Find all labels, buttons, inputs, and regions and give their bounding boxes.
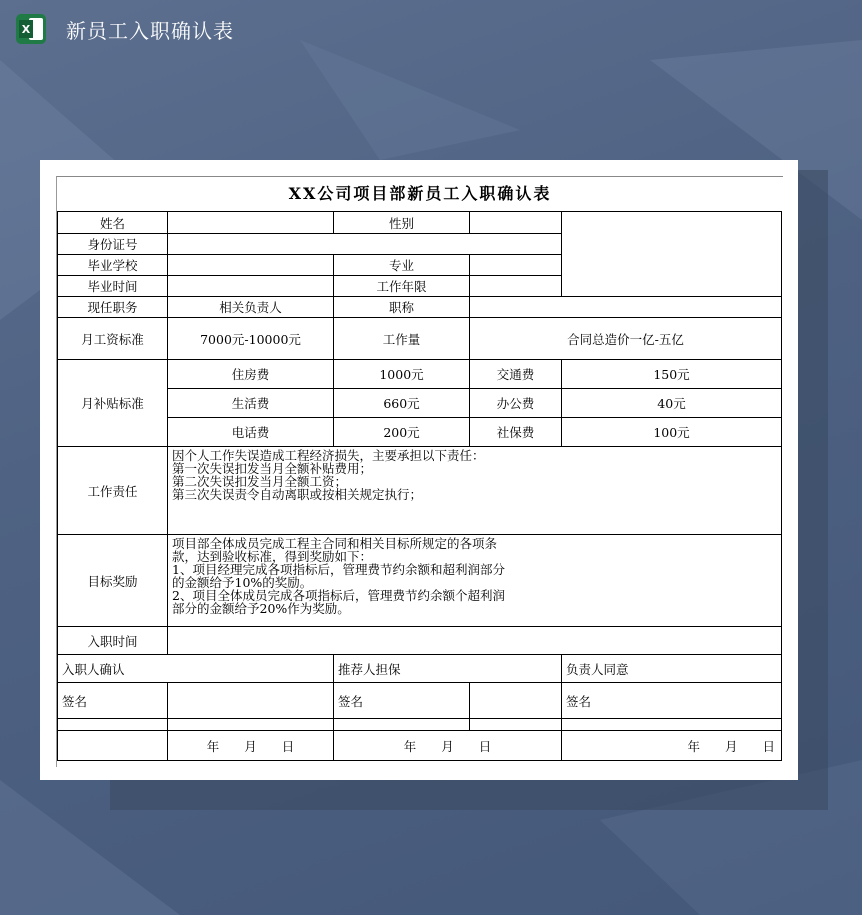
sign-value [470, 683, 562, 719]
entry-time-value [168, 627, 782, 655]
title-label: 职称 [334, 297, 470, 318]
spacer-cell [58, 719, 168, 731]
name-label: 姓名 [58, 212, 168, 234]
allowance-value-2: 40元 [562, 389, 782, 418]
gender-label: 性别 [334, 212, 470, 234]
id-label: 身份证号 [58, 234, 168, 255]
reward-text [168, 535, 782, 627]
date-spacer [58, 731, 168, 761]
spreadsheet-preview [40, 160, 798, 780]
sign-value [168, 683, 334, 719]
duty-label: 工作责任 [58, 447, 168, 535]
allowance-name: 电话费 [168, 418, 334, 447]
form-title: XX公司项目部新员工入职确认表 [288, 184, 552, 203]
date-text: 年 月 日 [168, 731, 334, 761]
duty-line: 第一次失误扣发当月全额补贴费用； [172, 461, 373, 476]
reward-line: 项目部全体成员完成工程主合同和相关目标所规定的各项条 [172, 536, 498, 551]
allowance-label: 月补贴标准 [58, 360, 168, 447]
title-value [470, 297, 782, 318]
onboarding-form-table [57, 211, 782, 761]
sign-label: 签名 [58, 683, 168, 719]
spacer-cell [334, 719, 470, 731]
workload-value: 合同总造价一亿-五亿 [470, 318, 782, 360]
reward-line: 1、项目经理完成各项指标后，管理费节约余额和超利润部分 [172, 562, 505, 577]
allowance-name-2: 社保费 [470, 418, 562, 447]
allowance-name: 生活费 [168, 389, 334, 418]
allowance-value: 1000元 [334, 360, 470, 389]
workload-label: 工作量 [334, 318, 470, 360]
guarantor-label: 推荐人担保 [334, 655, 562, 683]
sign-label: 签名 [334, 683, 470, 719]
reward-line: 的金额给予10%的奖励。 [172, 575, 313, 590]
photo-cell [562, 212, 782, 297]
allowance-name-2: 交通费 [470, 360, 562, 389]
sign-label: 签名 [562, 683, 782, 719]
duty-line: 第三次失误责令自动离职或按相关规定执行； [172, 487, 423, 502]
grad-time-value [168, 276, 334, 297]
reward-line: 款，达到验收标准，得到奖励如下： [172, 549, 373, 564]
allowance-value: 200元 [334, 418, 470, 447]
allowance-value: 660元 [334, 389, 470, 418]
school-label: 毕业学校 [58, 255, 168, 276]
position-value: 相关负责人 [168, 297, 334, 318]
work-years-value [470, 276, 562, 297]
school-value [168, 255, 334, 276]
duty-line: 因个人工作失误造成工程经济损失，主要承担以下责任： [172, 448, 485, 463]
spacer-cell [562, 719, 782, 731]
excel-icon: X [16, 14, 46, 44]
position-label: 现任职务 [58, 297, 168, 318]
salary-value: 7000元-10000元 [168, 318, 334, 360]
allowance-value-2: 100元 [562, 418, 782, 447]
name-value [168, 212, 334, 234]
entry-time-label: 入职时间 [58, 627, 168, 655]
reward-line: 部分的金额给予20%作为奖励。 [172, 601, 350, 616]
spacer-cell [470, 719, 562, 731]
grad-time-label: 毕业时间 [58, 276, 168, 297]
date-text: 年 月 日 [562, 731, 782, 761]
allowance-name-2: 办公费 [470, 389, 562, 418]
gender-value [470, 212, 562, 234]
duty-line: 第二次失误扣发当月全额工资； [172, 474, 348, 489]
allowance-value-2: 150元 [562, 360, 782, 389]
major-value [470, 255, 562, 276]
app-title: 新员工入职确认表 [66, 18, 234, 43]
app-header [16, 12, 234, 46]
allowance-name: 住房费 [168, 360, 334, 389]
salary-label: 月工资标准 [58, 318, 168, 360]
spacer-cell [168, 719, 334, 731]
date-text: 年 月 日 [334, 731, 562, 761]
form-frame [56, 176, 783, 767]
id-value [168, 234, 562, 255]
reward-line: 2、项目全体成员完成各项指标后，管理费节约余额个超利润 [172, 588, 505, 603]
confirm-label: 入职人确认 [58, 655, 334, 683]
reward-label: 目标奖励 [58, 535, 168, 627]
manager-label: 负责人同意 [562, 655, 782, 683]
major-label: 专业 [334, 255, 470, 276]
duty-text [168, 447, 782, 535]
work-years-label: 工作年限 [334, 276, 470, 297]
